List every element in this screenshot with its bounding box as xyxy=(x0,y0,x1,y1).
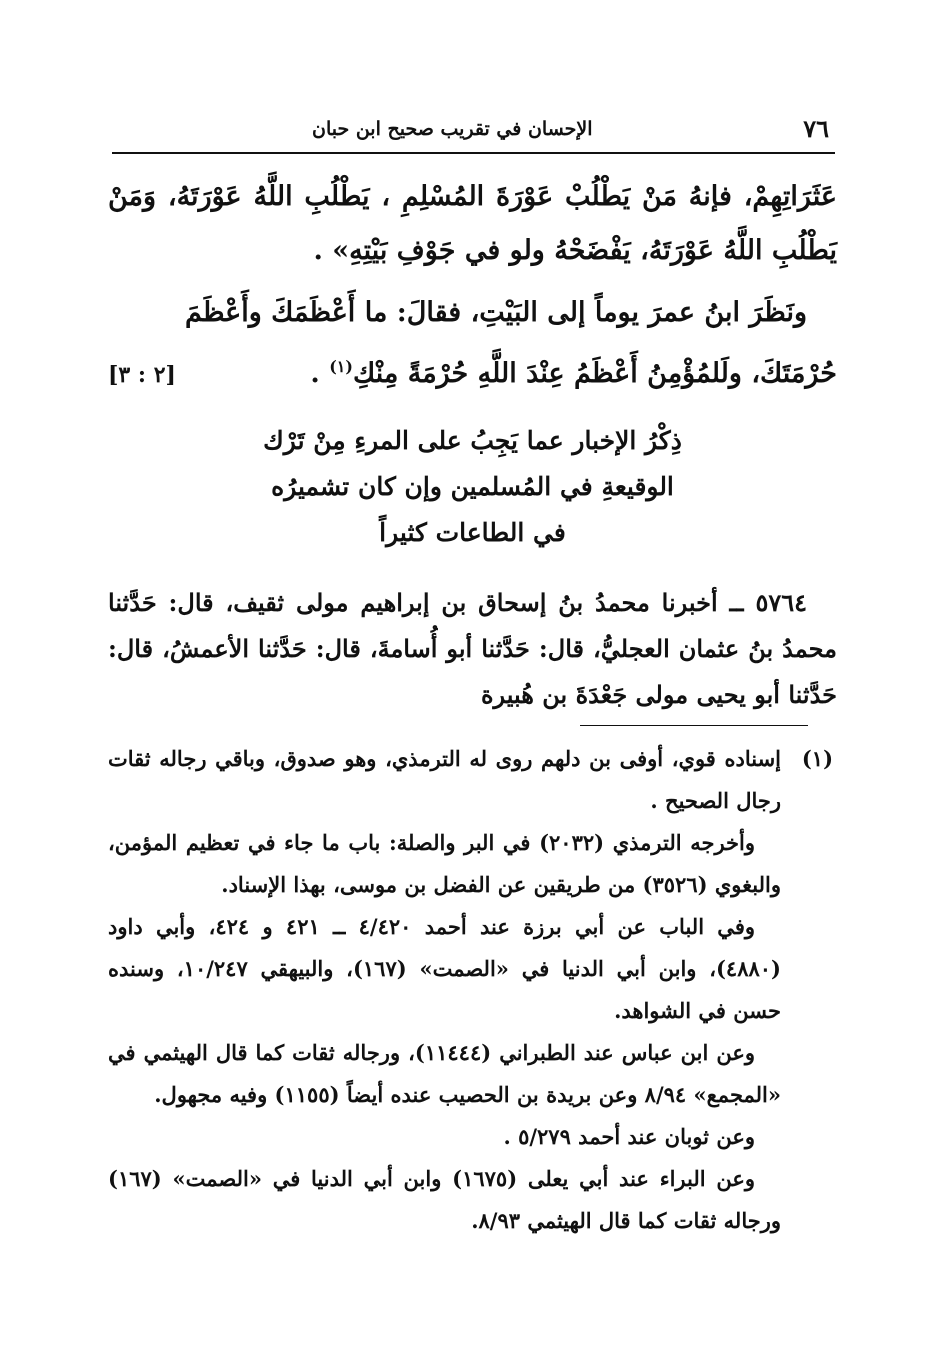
footnote-marker[interactable]: (١) xyxy=(329,357,353,376)
reference-code: [٢ : ٣] xyxy=(108,362,176,388)
footnote-separator xyxy=(580,725,808,726)
paragraph-ibn-umar: ونَظَرَ ابنُ عمرَ يوماً إلى البَيْتِ، فقالَ: ما أَعْظَمَكَ وأَعْظَمَ xyxy=(185,297,807,328)
footnote-paragraph: وعن البراء عند أبي يعلى (١٦٧٥) وابن أبي الدنيا في «الصمت» (١٦٧) ورجاله ثقات كما قال الهيثمي ٨/٩٣. xyxy=(108,1166,781,1233)
footnote-paragraph: وعن ثوبان عند أحمد ٥/٢٧٩ . xyxy=(503,1124,755,1149)
book-title: الإحسان في تقريب صحيح ابن حبان xyxy=(312,118,593,140)
heading-line-3: في الطاعات كثيراً xyxy=(379,518,566,547)
footnote-paragraph: وأخرجه الترمذي (٢٠٣٢) في البر والصلة: باب ما جاء في تعظيم المؤمن، والبغوي (٣٥٢٦) من طريقين عن الفضل بن موسى، بهذا الإسناد. xyxy=(108,830,781,897)
footnote-1 xyxy=(108,738,833,1242)
section-heading xyxy=(108,418,837,556)
paragraph-ibn-umar-text: حُرْمَتَكَ، ولَلمُؤْمِنُ أَعْظَمُ عِنْدَ اللَّهِ حُرْمَةً مِنْكِ$^{(١)}$ . xyxy=(310,357,837,389)
page-number: ٧٦ xyxy=(803,114,829,143)
heading-line-2: الوقيعةِ في المُسلمين وإن كان تشميرُه xyxy=(271,472,674,501)
paragraph-ibn-umar-end xyxy=(108,340,837,402)
footnote-paragraph: وفي الباب عن أبي برزة عند أحمد ٤/٤٢٠ ــ ٤٢١ و ٤٢٤، وأبي داود (٤٨٨٠)، وابن أبي الدنيا في «الصمت» (١٦٧)، والبيهقي ١٠/٢٤٧، وسنده حسن في الشواهد. xyxy=(108,914,781,1023)
main-text xyxy=(108,170,837,718)
footnote-paragraph: وعن ابن عباس عند الطبراني (١١٤٤٤)، ورجاله ثقات كما قال الهيثمي في «المجمع» ٨/٩٤ وعن بريدة بن الحصيب عنده أيضاً (١١٥٥) وفيه مجهول. xyxy=(108,1040,781,1107)
footnote-body xyxy=(108,738,781,1242)
footnote-number: (١) xyxy=(801,746,833,771)
footnotes xyxy=(108,738,833,1242)
paragraph-hadith-continuation: عَثَرَاتِهِمْ، فإنهُ مَنْ يَطْلُبْ عَوْرَةَ المُسْلِمِ ، يَطْلُبِ اللَّهُ عَوْرَتَهُ، وَمَنْ يَطْلُبِ اللَّهُ عَوْرَتَهُ، يَفْضَحْهُ ولو في جَوْفِ بَيْتِهِ» . xyxy=(108,181,837,266)
hadith-5764: ٥٧٦٤ ــ أخبرنا محمدُ بنُ إسحاق بن إبراهيم مولى ثقيف، قال: حَدَّثنا محمدُ بنُ عثمان العجليُّ، قال: حَدَّثنا أبو أُسامةَ، قال: حَدَّثنا الأعمشُ، قال: حَدَّثنا أبو يحيى مولى جَعْدَةَ بن هُبيرة xyxy=(108,588,837,709)
heading-line-1: ذِكْرُ الإخبار عما يَجِبُ على المرءِ مِنْ تَرْك xyxy=(263,426,682,455)
page-header xyxy=(112,112,835,154)
footnote-paragraph: إسناده قوي، أوفى بن دلهم روى له الترمذي، وهو صدوق، وباقي رجاله ثقات رجال الصحيح . xyxy=(108,746,781,813)
